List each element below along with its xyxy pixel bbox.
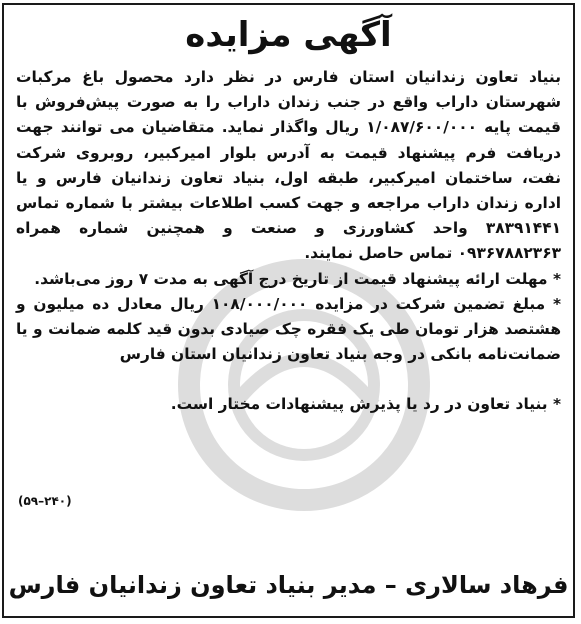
notice-code: (۵۹–۲۴۰) (18, 494, 72, 508)
deadline-bullet: * مهلت ارائه پیشنهاد قیمت از تاریخ درج آگهی به مدت ۷ روز می‌باشد. (34, 269, 561, 288)
rights-bullet: * بنیاد تعاون در رد یا پذیرش پیشنهادات مختار است. (170, 395, 561, 414)
guarantee-bullet: * مبلغ تضمین شرکت در مزایده ۱۰۸/۰۰۰/۰۰۰ ریال معادل ده میلیون و هشتصد هزار تومان طی یک فقره چک صیادی بدون قید کلمه ضمانت و یا ضمانت‌نامه بانکی در وجه بنیاد تعاون زندانیان استان فارس (16, 294, 562, 364)
signature-line: فرهاد سالاری – مدیر بنیاد تعاون زندانیان فارس (8, 571, 569, 599)
auction-notice (2, 3, 575, 618)
notice-title: آگهی مزایده (185, 15, 392, 55)
notice-body (16, 65, 561, 418)
main-paragraph: بنیاد تعاون زندانیان استان فارس در نظر دارد محصول باغ مرکبات شهرستان داراب واقع در جنب زندان داراب را به صورت پیش‌فروش با قیمت پایه ۱/۰۸۷/۶۰۰/۰۰۰ ریال واگذار نماید. متقاضیان می توانند جهت دریافت فرم پیشنهاد قیمت به آدرس بلوار امیرکبیر، روبروی شرکت نفت، ساختمان امیرکبیر، طبقه اول، بنیاد تعاون زندانیان فارس و یا اداره زندان داراب مراجعه و جهت کسب اطلاعات بیشتر با شماره تماس ۳۸۳۹۱۴۴۱ واحد کشاورزی و صنعت و همچنین شماره همراه ۰۹۳۶۷۸۸۲۳۶۳ تماس حاصل نمایند. (16, 68, 561, 263)
